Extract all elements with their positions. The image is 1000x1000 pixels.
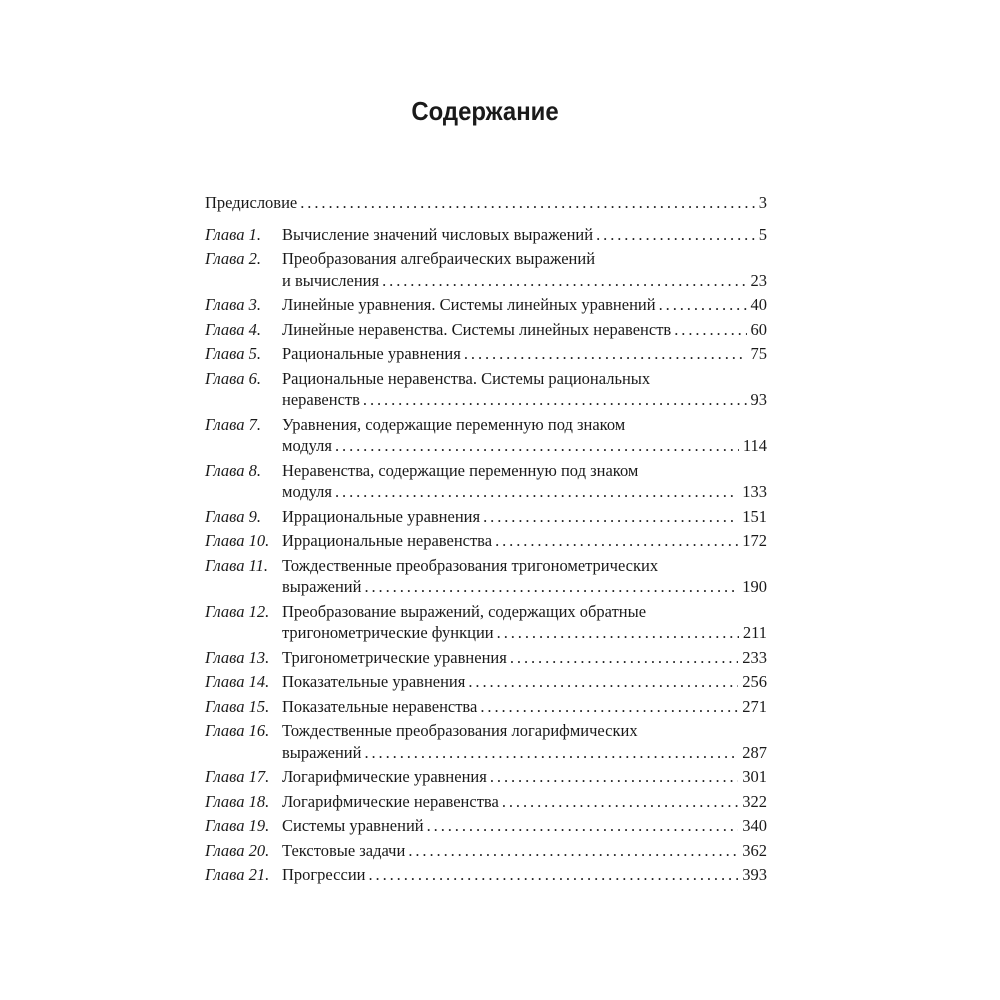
table-of-contents	[205, 192, 767, 889]
toc-entry-line	[282, 530, 767, 552]
toc-entry-body	[282, 319, 767, 341]
toc-entry-line	[282, 791, 767, 813]
toc-entry-line	[282, 576, 767, 598]
toc-page-number: 271	[742, 696, 767, 716]
toc-entry-chapter-7[interactable]	[205, 414, 767, 457]
chapter-title-line: Линейные неравенства. Системы линейных неравенств	[282, 319, 672, 339]
chapter-number: Глава 21.	[205, 865, 270, 884]
toc-entry-chapter-15[interactable]	[205, 696, 767, 718]
toc-page-number: 322	[742, 791, 767, 811]
chapter-title-line: выражений	[282, 577, 362, 596]
chapter-number: Глава 15.	[205, 696, 270, 716]
toc-entry-line	[282, 766, 767, 788]
toc-entry-line	[282, 622, 767, 644]
dot-leader	[335, 435, 739, 457]
toc-entry-title: Предисловие	[205, 193, 298, 212]
toc-entry-chapter-17[interactable]	[205, 766, 767, 788]
toc-entry-chapter-12[interactable]	[205, 601, 767, 644]
chapter-title-line: Логарифмические неравенства	[282, 791, 499, 811]
chapter-title-line: Иррациональные неравенства	[282, 531, 493, 550]
chapter-title-line: Логарифмические уравнения	[282, 767, 487, 786]
toc-entry-line	[282, 647, 767, 669]
chapter-number: Глава 14.	[205, 672, 270, 691]
toc-entry-line	[282, 864, 767, 886]
toc-entry-body	[282, 555, 767, 598]
toc-page-number: 287	[742, 742, 767, 762]
dot-leader	[480, 696, 738, 718]
chapter-title-line: Рациональные неравенства. Системы рациональных	[282, 368, 651, 388]
chapter-title-line: Преобразование выражений, содержащих обратные	[282, 601, 647, 621]
chapter-title-line: Тригонометрические уравнения	[282, 647, 507, 667]
chapter-title-line: выражений	[282, 742, 362, 762]
toc-entry-body	[282, 294, 767, 316]
toc-page-number: 301	[742, 767, 767, 786]
dot-leader	[497, 622, 739, 644]
toc-entry-chapter-18[interactable]	[205, 791, 767, 813]
dot-leader	[483, 506, 738, 528]
toc-entry-line	[282, 270, 767, 292]
toc-entry-preface[interactable]	[205, 192, 767, 214]
toc-entry-chapter-13[interactable]	[205, 647, 767, 669]
dot-leader	[427, 815, 739, 837]
toc-entry-body	[282, 647, 767, 669]
dot-leader	[674, 319, 746, 341]
toc-entry-chapter-20[interactable]	[205, 840, 767, 862]
toc-entry-chapter-21[interactable]	[205, 864, 767, 886]
toc-entry-chapter-6[interactable]	[205, 368, 767, 411]
chapter-title-line: Вычисление значений числовых выражений	[282, 224, 594, 244]
toc-entry-chapter-4[interactable]	[205, 319, 767, 341]
chapter-number: Глава 1.	[205, 224, 261, 244]
dot-leader	[510, 647, 738, 669]
toc-entry-line	[282, 481, 767, 503]
toc-page-number: 151	[742, 506, 767, 526]
toc-entry-chapter-11[interactable]	[205, 555, 767, 598]
toc-entry-line	[282, 224, 767, 246]
toc-entry-line	[282, 319, 767, 341]
dot-leader	[363, 389, 747, 411]
chapter-number: Глава 11.	[205, 555, 268, 575]
dot-leader	[364, 742, 738, 764]
chapter-number: Глава 19.	[205, 816, 270, 835]
toc-page-number: 362	[742, 840, 767, 860]
chapter-title-line: Неравенства, содержащие переменную под знаком	[282, 460, 639, 480]
dot-leader	[596, 224, 755, 246]
toc-page-number: 172	[742, 531, 767, 550]
toc-page-number: 60	[750, 319, 767, 339]
chapter-number: Глава 9.	[205, 506, 261, 526]
chapter-title-line: Иррациональные уравнения	[282, 506, 481, 526]
toc-entry-body	[282, 696, 767, 718]
toc-entry-line	[205, 192, 767, 214]
dot-leader	[464, 343, 747, 365]
toc-entry-body	[282, 248, 767, 291]
chapter-number: Глава 2.	[205, 249, 261, 268]
dot-leader	[659, 294, 747, 316]
chapter-number: Глава 6.	[205, 368, 261, 388]
toc-entry-body	[282, 368, 767, 411]
chapter-title-line: Показательные неравенства	[282, 696, 478, 716]
toc-page-number: 190	[742, 577, 767, 596]
toc-entry-chapter-1[interactable]	[205, 224, 767, 246]
chapter-number: Глава 16.	[205, 721, 270, 740]
toc-entry-line	[282, 435, 767, 457]
toc-entry-chapter-16[interactable]	[205, 720, 767, 763]
dot-leader	[382, 270, 746, 292]
toc-page-number: 233	[742, 647, 767, 667]
toc-entry-chapter-5[interactable]	[205, 343, 767, 365]
toc-entry-body	[282, 791, 767, 813]
toc-entry-chapter-19[interactable]	[205, 815, 767, 837]
chapter-title-line: Рациональные уравнения	[282, 344, 461, 363]
chapter-title-line: Преобразования алгебраических выражений	[282, 249, 596, 268]
toc-page-number: 40	[750, 295, 767, 314]
toc-entry-line	[282, 389, 767, 411]
toc-page-number: 393	[742, 865, 767, 884]
page-title: Содержание	[411, 96, 559, 126]
chapter-title-line: Системы уравнений	[282, 816, 424, 835]
chapter-title-line: тригонометрические функции	[282, 623, 494, 642]
toc-entry-body	[282, 840, 767, 862]
chapter-title-line: Тождественные преобразования тригонометрических	[282, 555, 659, 575]
toc-page-number: 23	[750, 270, 767, 290]
toc-page-number: 93	[750, 390, 767, 409]
dot-leader	[300, 192, 755, 214]
dot-leader	[364, 576, 738, 598]
toc-entry-line	[282, 742, 767, 764]
chapter-number: Глава 4.	[205, 319, 261, 339]
toc-page-number: 211	[742, 623, 767, 642]
toc-entry-chapter-3[interactable]	[205, 294, 767, 316]
toc-entry-line	[282, 696, 767, 718]
toc-entry-line	[282, 294, 767, 316]
toc-entry-line	[282, 671, 767, 693]
toc-entry-line	[282, 840, 767, 862]
toc-entry-chapter-2[interactable]	[205, 248, 767, 291]
toc-entry-body	[282, 720, 767, 763]
chapter-list	[205, 224, 767, 886]
chapter-title-line: Показательные уравнения	[282, 672, 466, 691]
toc-page-number: 75	[750, 344, 767, 363]
chapter-number: Глава 5.	[205, 344, 261, 363]
chapter-title-line: Тождественные преобразования логарифмических	[282, 721, 638, 740]
dot-leader	[335, 481, 738, 503]
toc-entry-body	[282, 506, 767, 528]
toc-entry-chapter-8[interactable]	[205, 460, 767, 503]
chapter-number: Глава 12.	[205, 601, 270, 621]
chapter-number: Глава 17.	[205, 767, 270, 786]
chapter-title-line: Уравнения, содержащие переменную под знаком	[282, 414, 626, 434]
toc-page-number: 256	[742, 672, 767, 691]
toc-page-number: 340	[742, 816, 767, 835]
toc-entry-body	[282, 601, 767, 644]
toc-entry-body	[282, 530, 767, 552]
chapter-number: Глава 7.	[205, 414, 261, 434]
chapter-title-line: и вычисления	[282, 270, 380, 290]
dot-leader	[408, 840, 738, 862]
dot-leader	[495, 530, 738, 552]
toc-entry-line	[282, 343, 767, 365]
toc-page-number: 114	[742, 436, 767, 455]
chapter-number: Глава 10.	[205, 531, 270, 550]
toc-entry-body	[282, 815, 767, 837]
toc-entry-body	[205, 192, 767, 214]
toc-entry-body	[282, 671, 767, 693]
toc-entry-body	[282, 766, 767, 788]
chapter-number: Глава 18.	[205, 791, 270, 811]
dot-leader	[468, 671, 738, 693]
chapter-title-line: неравенств	[282, 390, 360, 409]
toc-entry-line	[282, 506, 767, 528]
toc-entry-line	[282, 815, 767, 837]
toc-entry-chapter-9[interactable]	[205, 506, 767, 528]
toc-entry-chapter-10[interactable]	[205, 530, 767, 552]
toc-entry-body	[282, 414, 767, 457]
toc-entry-chapter-14[interactable]	[205, 671, 767, 693]
toc-entry-body	[282, 343, 767, 365]
toc-page-number: 3	[758, 193, 767, 212]
chapter-title-line: модуля	[282, 436, 332, 455]
chapter-number: Глава 8.	[205, 460, 261, 480]
chapter-title-line: Текстовые задачи	[282, 840, 406, 860]
dot-leader	[368, 864, 738, 886]
chapter-title-line: Линейные уравнения. Системы линейных уравнений	[282, 295, 656, 314]
toc-page-number: 5	[758, 224, 767, 244]
dot-leader	[490, 766, 738, 788]
toc-entry-body	[282, 864, 767, 886]
chapter-title-line: модуля	[282, 482, 332, 501]
toc-page-number: 133	[742, 482, 767, 501]
chapter-title-line: Прогрессии	[282, 865, 366, 884]
chapter-number: Глава 20.	[205, 840, 270, 860]
chapter-number: Глава 3.	[205, 295, 261, 314]
dot-leader	[502, 791, 738, 813]
toc-entry-body	[282, 460, 767, 503]
toc-entry-body	[282, 224, 767, 246]
chapter-number: Глава 13.	[205, 647, 270, 667]
